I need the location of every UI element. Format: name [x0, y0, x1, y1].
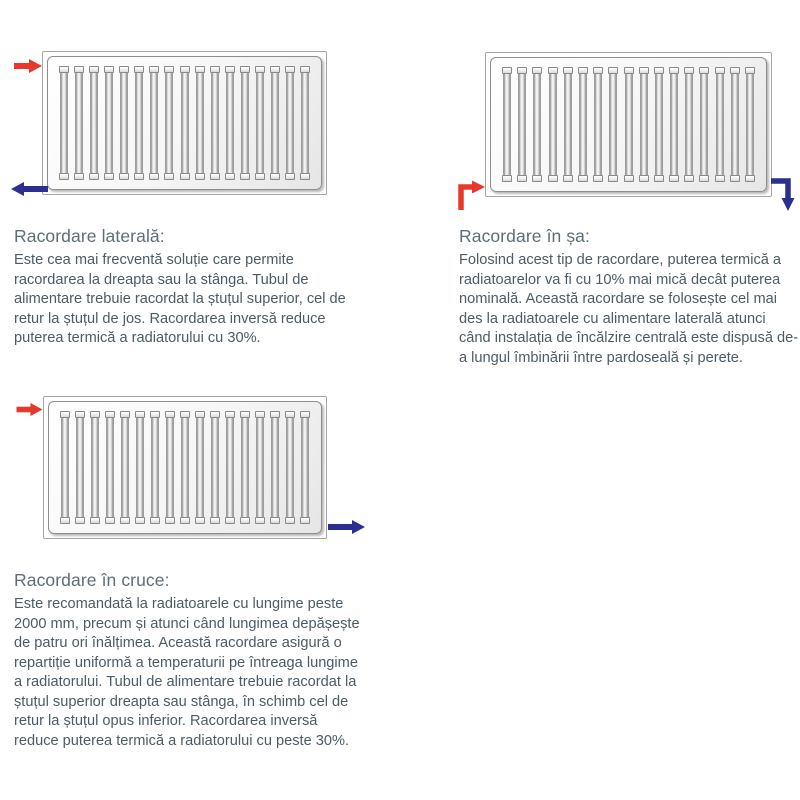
rib-channel	[640, 74, 648, 175]
rib-channel	[136, 418, 144, 517]
rib-channel	[579, 74, 587, 175]
rib-bottom-cap	[135, 517, 145, 524]
radiator-panel	[48, 401, 322, 534]
rib-bottom-cap	[563, 175, 573, 182]
rib-bottom-cap	[180, 173, 190, 180]
radiator-rib	[60, 411, 70, 524]
rib-bottom-cap	[255, 173, 265, 180]
rib-channel	[241, 418, 249, 517]
rib-channel	[286, 418, 294, 517]
rib-top-cap	[225, 66, 235, 73]
rib-bottom-cap	[105, 517, 115, 524]
rib-bottom-cap	[225, 173, 235, 180]
rib-top-cap	[164, 66, 174, 73]
rib-bottom-cap	[164, 173, 174, 180]
rib-channel	[61, 418, 69, 517]
rib-top-cap	[715, 67, 725, 74]
rib-bottom-cap	[89, 173, 99, 180]
rib-channel	[121, 418, 129, 517]
supply-elbow-arrow-icon	[458, 177, 485, 210]
rib-bottom-cap	[517, 175, 527, 182]
radiator-rib	[548, 67, 558, 182]
rib-top-cap	[180, 411, 190, 418]
rib-top-cap	[285, 411, 295, 418]
rib-top-cap	[90, 411, 100, 418]
radiator-rib	[715, 67, 725, 182]
rib-channel	[301, 418, 309, 517]
rib-bottom-cap	[210, 517, 220, 524]
rib-channel	[151, 418, 159, 517]
rib-channel	[301, 73, 309, 173]
radiator-rib	[608, 67, 618, 182]
rib-channel	[271, 418, 279, 517]
radiator-rib	[75, 411, 85, 524]
rib-bottom-cap	[134, 173, 144, 180]
supply-arrow-icon	[16, 403, 43, 416]
rib-bottom-cap	[593, 175, 603, 182]
rib-bottom-cap	[90, 517, 100, 524]
rib-top-cap	[300, 411, 310, 418]
radiator-lateral-connection	[42, 51, 327, 195]
radiator-rib	[300, 66, 310, 180]
radiator-rib	[59, 66, 69, 180]
rib-channel	[564, 74, 572, 175]
radiator-rib	[255, 411, 265, 524]
radiator-rib	[502, 67, 512, 182]
rib-channel	[106, 418, 114, 517]
rib-channel	[286, 73, 294, 173]
rib-top-cap	[608, 67, 618, 74]
rib-top-cap	[59, 66, 69, 73]
rib-top-cap	[210, 66, 220, 73]
rib-channel	[165, 73, 173, 173]
radiator-rib	[270, 66, 280, 180]
radiator-rib	[532, 67, 542, 182]
rib-channel	[226, 73, 234, 173]
section-heading-lateral: Racordare laterală:	[14, 226, 165, 246]
rib-top-cap	[745, 67, 755, 74]
rib-top-cap	[135, 411, 145, 418]
radiator-rib	[164, 66, 174, 180]
radiator-rib	[135, 411, 145, 524]
rib-top-cap	[285, 66, 295, 73]
rib-bottom-cap	[578, 175, 588, 182]
rib-channel	[60, 73, 68, 173]
rib-bottom-cap	[255, 517, 265, 524]
rib-channel	[655, 74, 663, 175]
rib-bottom-cap	[532, 175, 542, 182]
radiator-rib	[225, 411, 235, 524]
rib-top-cap	[654, 67, 664, 74]
rib-top-cap	[105, 411, 115, 418]
rib-channel	[211, 418, 219, 517]
radiator-saddle-connection	[485, 52, 772, 197]
rib-top-cap	[669, 67, 679, 74]
rib-bottom-cap	[699, 175, 709, 182]
rib-bottom-cap	[270, 517, 280, 524]
rib-bottom-cap	[502, 175, 512, 182]
radiator-rib	[730, 67, 740, 182]
rib-top-cap	[270, 66, 280, 73]
rib-bottom-cap	[180, 517, 190, 524]
radiator-rib	[104, 66, 114, 180]
rib-channel	[533, 74, 541, 175]
rib-bottom-cap	[240, 517, 250, 524]
rib-channel	[256, 73, 264, 173]
rib-channel	[120, 73, 128, 173]
radiator-rib	[270, 411, 280, 524]
radiator-rib	[669, 67, 679, 182]
rib-bottom-cap	[74, 173, 84, 180]
rib-channel	[211, 73, 219, 173]
radiator-rib	[745, 67, 755, 182]
rib-top-cap	[60, 411, 70, 418]
section-body-lateral: Este cea mai frecventă soluție care permite racordarea la dreapta sau la stânga. Tubul de alimentare trebuie racordat la ștuțul superior, cel de retur la ștuțul de jos. Racordarea inversă reduce puterea termică a radiatorului cu 30%.	[14, 252, 346, 346]
rib-top-cap	[195, 411, 205, 418]
rib-bottom-cap	[120, 517, 130, 524]
rib-bottom-cap	[745, 175, 755, 182]
radiator-rib	[210, 411, 220, 524]
rib-channel	[256, 418, 264, 517]
rib-channel	[181, 73, 189, 173]
rib-channel	[105, 73, 113, 173]
rib-channel	[716, 74, 724, 175]
radiator-rib	[210, 66, 220, 180]
rib-channel	[625, 74, 633, 175]
radiator-rib	[285, 66, 295, 180]
rib-top-cap	[255, 411, 265, 418]
rib-top-cap	[624, 67, 634, 74]
rib-channel	[226, 418, 234, 517]
rib-bottom-cap	[104, 173, 114, 180]
radiator-rib	[134, 66, 144, 180]
rib-bottom-cap	[59, 173, 69, 180]
section-body-cross: Este recomandată la radiatoarele cu lungime peste 2000 mm, precum și atunci când lungimea depășește de patru ori înălțimea. Această racordare asigură o repartiție uniformă a temperaturii pe întreaga lungime a radiatorului. Tubul de alimentare trebuie racordat la ștuțul superior dreapta sau stânga, în schimb cel de retur la ștuțul opus inferior. Racordarea inversă reduce puterea termică a radiatorului cu peste 30%.	[14, 596, 360, 749]
radiator-rib	[195, 66, 205, 180]
rib-top-cap	[563, 67, 573, 74]
rib-channel	[91, 418, 99, 517]
radiator-rib	[578, 67, 588, 182]
rib-channel	[549, 74, 557, 175]
rib-top-cap	[578, 67, 588, 74]
radiator-panel	[47, 56, 322, 190]
radiator-panel	[490, 57, 767, 192]
supply-arrow-icon	[14, 59, 42, 73]
rib-top-cap	[89, 66, 99, 73]
rib-bottom-cap	[60, 517, 70, 524]
radiator-rib	[593, 67, 603, 182]
rib-bottom-cap	[730, 175, 740, 182]
radiator-rib	[255, 66, 265, 180]
rib-channel	[700, 74, 708, 175]
rib-top-cap	[225, 411, 235, 418]
rib-top-cap	[270, 411, 280, 418]
radiator-rib	[225, 66, 235, 180]
rib-top-cap	[210, 411, 220, 418]
rib-bottom-cap	[225, 517, 235, 524]
radiator-rib	[89, 66, 99, 180]
rib-top-cap	[240, 411, 250, 418]
rib-top-cap	[639, 67, 649, 74]
rib-channel	[166, 418, 174, 517]
radiator-rib	[624, 67, 634, 182]
rib-bottom-cap	[165, 517, 175, 524]
rib-channel	[670, 74, 678, 175]
rib-bottom-cap	[210, 173, 220, 180]
return-arrow-icon	[11, 182, 48, 196]
rib-channel	[609, 74, 617, 175]
rib-bottom-cap	[624, 175, 634, 182]
rib-bottom-cap	[684, 175, 694, 182]
rib-channel	[75, 73, 83, 173]
radiator-rib	[654, 67, 664, 182]
rib-channel	[518, 74, 526, 175]
rib-top-cap	[165, 411, 175, 418]
rib-top-cap	[240, 66, 250, 73]
rib-top-cap	[255, 66, 265, 73]
rib-top-cap	[502, 67, 512, 74]
rib-bottom-cap	[270, 173, 280, 180]
section-heading-cross: Racordare în cruce:	[14, 570, 170, 590]
rib-bottom-cap	[300, 517, 310, 524]
rib-bottom-cap	[195, 173, 205, 180]
rib-channel	[241, 73, 249, 173]
rib-top-cap	[180, 66, 190, 73]
rib-bottom-cap	[75, 517, 85, 524]
radiator-cross-connection	[43, 396, 327, 539]
radiator-rib	[240, 66, 250, 180]
rib-top-cap	[532, 67, 542, 74]
section-heading-saddle: Racordare în șa:	[459, 226, 590, 246]
rib-top-cap	[75, 411, 85, 418]
radiator-rib	[699, 67, 709, 182]
radiator-rib	[120, 411, 130, 524]
rib-channel	[181, 418, 189, 517]
rib-channel	[746, 74, 754, 175]
rib-channel	[731, 74, 739, 175]
rib-top-cap	[300, 66, 310, 73]
rib-bottom-cap	[285, 173, 295, 180]
rib-top-cap	[119, 66, 129, 73]
rib-top-cap	[730, 67, 740, 74]
rib-channel	[76, 418, 84, 517]
rib-bottom-cap	[654, 175, 664, 182]
rib-bottom-cap	[149, 173, 159, 180]
rib-channel	[196, 73, 204, 173]
rib-top-cap	[593, 67, 603, 74]
rib-channel	[503, 74, 511, 175]
rib-bottom-cap	[285, 517, 295, 524]
rib-bottom-cap	[639, 175, 649, 182]
rib-bottom-cap	[715, 175, 725, 182]
rib-bottom-cap	[240, 173, 250, 180]
rib-top-cap	[150, 411, 160, 418]
radiator-rib	[285, 411, 295, 524]
rib-top-cap	[548, 67, 558, 74]
radiator-rib	[180, 66, 190, 180]
radiator-rib	[90, 411, 100, 524]
rib-bottom-cap	[300, 173, 310, 180]
rib-bottom-cap	[195, 517, 205, 524]
section-body-saddle: Folosind acest tip de racordare, puterea termică a radiatoarelor va fi cu 10% mai mică decât puterea nominală. Această racordare se folosește cel mai des la radiatoarele cu alimentare laterală atunci când instalația de încălzire centrală este dispusă de-a lungul îmbinării între pardoseală și perete.	[459, 252, 799, 366]
radiator-rib	[684, 67, 694, 182]
rib-top-cap	[104, 66, 114, 73]
rib-channel	[90, 73, 98, 173]
radiator-rib	[195, 411, 205, 524]
radiator-rib	[180, 411, 190, 524]
rib-top-cap	[120, 411, 130, 418]
rib-channel	[135, 73, 143, 173]
rib-top-cap	[517, 67, 527, 74]
radiator-rib	[563, 67, 573, 182]
radiator-rib	[240, 411, 250, 524]
radiator-rib	[517, 67, 527, 182]
return-arrow-icon	[328, 520, 365, 534]
rib-bottom-cap	[608, 175, 618, 182]
rib-channel	[150, 73, 158, 173]
rib-bottom-cap	[119, 173, 129, 180]
rib-channel	[685, 74, 693, 175]
radiator-rib	[300, 411, 310, 524]
rib-channel	[271, 73, 279, 173]
radiator-rib	[74, 66, 84, 180]
rib-bottom-cap	[548, 175, 558, 182]
radiator-rib	[165, 411, 175, 524]
radiator-rib	[639, 67, 649, 182]
rib-bottom-cap	[150, 517, 160, 524]
rib-bottom-cap	[669, 175, 679, 182]
rib-top-cap	[149, 66, 159, 73]
rib-top-cap	[195, 66, 205, 73]
radiator-rib	[150, 411, 160, 524]
rib-top-cap	[134, 66, 144, 73]
rib-top-cap	[684, 67, 694, 74]
radiator-rib	[119, 66, 129, 180]
radiator-rib	[105, 411, 115, 524]
rib-top-cap	[699, 67, 709, 74]
rib-channel	[594, 74, 602, 175]
return-elbow-arrow-icon	[771, 178, 798, 212]
radiator-rib	[149, 66, 159, 180]
rib-top-cap	[74, 66, 84, 73]
rib-channel	[196, 418, 204, 517]
